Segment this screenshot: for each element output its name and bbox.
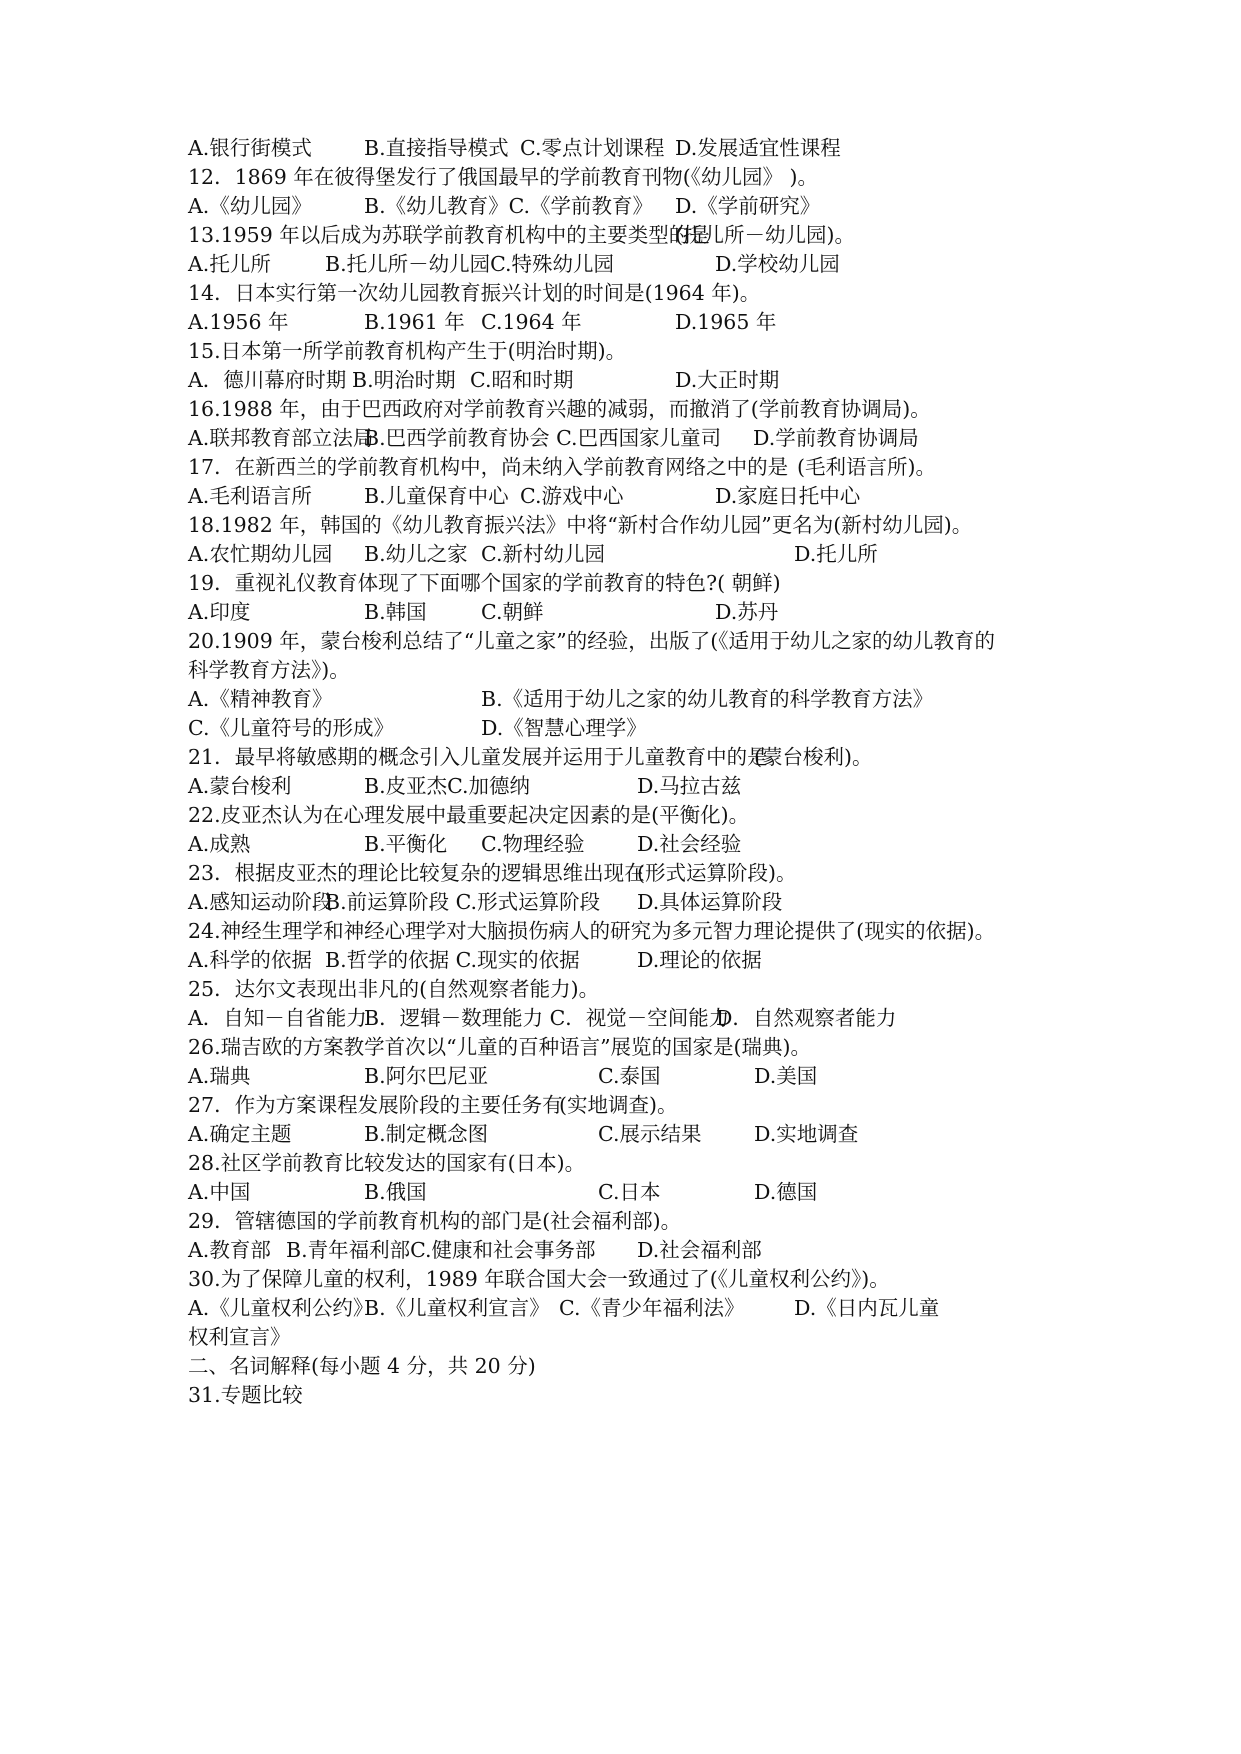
option-a: A.《儿童权利公约》 — [188, 1296, 374, 1320]
option-b-c: B.托儿所－幼儿园C.特殊幼儿园 — [325, 252, 615, 276]
option-d: D.《智慧心理学》 — [481, 716, 647, 740]
question-text: 16.1988 年，由于巴西政府对学前教育兴趣的减弱，而撤消了(学前教育协调局)。 — [188, 397, 931, 421]
option-b-c: B.哲学的依据 C.现实的依据 — [325, 948, 580, 972]
option-b: B.儿童保育中心 — [364, 484, 509, 508]
option-d: D.德国 — [754, 1180, 818, 1204]
option-a: A.确定主题 — [188, 1122, 292, 1146]
option-d: D.1965 年 — [675, 310, 777, 334]
option-a: A.《幼儿园》 — [188, 194, 312, 218]
question-text: 18.1982 年，韩国的《幼儿教育振兴法》中将“新村合作幼儿园”更名为(新村幼儿园)。 — [188, 513, 973, 537]
option-b-c: B.青年福利部C.健康和社会事务部 — [286, 1238, 596, 1262]
option-b: B.直接指导模式 — [364, 136, 509, 160]
option-a: A.毛利语言所 — [188, 484, 312, 508]
option-d: D.理论的依据 — [637, 948, 762, 972]
option-a: A．自知－自省能力 — [188, 1006, 367, 1030]
option-c: C.日本 — [598, 1180, 661, 1204]
question-answer: (实地调查)。 — [559, 1093, 678, 1117]
option-d: D.《日内瓦儿童 — [794, 1296, 940, 1320]
option-d: D.马拉古兹 — [637, 774, 742, 798]
option-b: B.俄国 — [364, 1180, 427, 1204]
option-c: C.新村幼儿园 — [481, 542, 605, 566]
option-b: B.韩国 — [364, 600, 427, 624]
question-text: 31.专题比较 — [188, 1383, 303, 1407]
option-a: A.《精神教育》 — [188, 687, 333, 711]
option-d: D.具体运算阶段 — [637, 890, 783, 914]
option-a: A.瑞典 — [188, 1064, 251, 1088]
option-d: D.发展适宜性课程 — [675, 136, 841, 160]
question-text: 19．重视礼仪教育体现了下面哪个国家的学前教育的特色?( 朝鲜) — [188, 571, 781, 595]
question-answer: (形式运算阶段)。 — [637, 861, 797, 885]
question-text: 30.为了保障儿童的权利，1989 年联合国大会一致通过了(《儿童权利公约》)。 — [188, 1267, 890, 1291]
option-b: B.《儿童权利宣言》 — [364, 1296, 550, 1320]
question-text: 27．作为方案课程发展阶段的主要任务有 — [188, 1093, 563, 1117]
option-d: D．自然观察者能力 — [716, 1006, 897, 1030]
option-a: A．德川幕府时期 — [188, 368, 347, 392]
question-text: 24.神经生理学和神经心理学对大脑损伤病人的研究为多元智力理论提供了(现实的依据)。 — [188, 919, 996, 943]
question-text: 12．1869 年在彼得堡发行了俄国最早的学前教育刊物(《幼儿园》 )。 — [188, 165, 819, 189]
question-answer: (蒙台梭利)。 — [754, 745, 873, 769]
option-b: B.1961 年 — [364, 310, 465, 334]
option-a: A.托儿所 — [188, 252, 271, 276]
option-b: B.明治时期 — [352, 368, 456, 392]
option-d: D.《学前研究》 — [675, 194, 821, 218]
option-b: B.《适用于幼儿之家的幼儿教育的科学教育方法》 — [481, 687, 934, 711]
option-a: A.中国 — [188, 1180, 251, 1204]
option-c: C.物理经验 — [481, 832, 585, 856]
option-d: D.大正时期 — [675, 368, 780, 392]
question-text: 25．达尔文表现出非凡的(自然观察者能力)。 — [188, 977, 600, 1001]
option-d-continued: 权利宣言》 — [188, 1325, 291, 1349]
option-c: C.《青少年福利法》 — [559, 1296, 745, 1320]
question-text: 26.瑞吉欧的方案教学首次以“儿童的百种语言”展览的国家是(瑞典)。 — [188, 1035, 812, 1059]
question-text: 20.1909 年，蒙台梭利总结了“儿童之家”的经验，出版了(《适用于幼儿之家的幼儿教育的 — [188, 629, 995, 653]
option-a: A.农忙期幼儿园 — [188, 542, 333, 566]
question-answer: (托儿所－幼儿园)。 — [675, 223, 855, 247]
option-a: A.1956 年 — [188, 310, 289, 334]
option-c: C.1964 年 — [481, 310, 582, 334]
option-d: D.托儿所 — [794, 542, 878, 566]
option-a: A.印度 — [188, 600, 251, 624]
question-text: 23．根据皮亚杰的理论比较复杂的逻辑思维出现在 — [188, 861, 645, 885]
option-c: C.朝鲜 — [481, 600, 544, 624]
question-answer: (毛利语言所)。 — [797, 455, 936, 479]
option-c: C.零点计划课程 — [520, 136, 665, 160]
question-text: 22.皮亚杰认为在心理发展中最重要起决定因素的是(平衡化)。 — [188, 803, 750, 827]
option-d: D.家庭日托中心 — [715, 484, 861, 508]
option-a: A.科学的依据 — [188, 948, 312, 972]
question-text: 15.日本第一所学前教育机构产生于(明治时期)。 — [188, 339, 627, 363]
option-a: A.教育部 — [188, 1238, 271, 1262]
option-b-c: B．逻辑－数理能力 C．视觉－空间能力 — [364, 1006, 730, 1030]
question-text: 28.社区学前教育比较发达的国家有(日本)。 — [188, 1151, 586, 1175]
option-b: B.制定概念图 — [364, 1122, 489, 1146]
option-a: A.感知运动阶段 — [188, 890, 333, 914]
option-c: C.展示结果 — [598, 1122, 702, 1146]
question-text: 29．管辖德国的学前教育机构的部门是(社会福利部)。 — [188, 1209, 682, 1233]
option-a: A.蒙台梭利 — [188, 774, 292, 798]
option-a: A.成熟 — [188, 832, 251, 856]
option-d: D.实地调查 — [754, 1122, 859, 1146]
option-d: D.美国 — [754, 1064, 818, 1088]
option-c: C.泰国 — [598, 1064, 661, 1088]
question-text: 21．最早将敏感期的概念引入儿童发展并运用于儿童教育中的是 — [188, 745, 768, 769]
option-d: D.学前教育协调局 — [753, 426, 919, 450]
question-text: 13.1959 年以后成为苏联学前教育机构中的主要类型的是 — [188, 223, 710, 247]
option-c: C.《儿童符号的形成》 — [188, 716, 394, 740]
option-a: A.银行街模式 — [188, 136, 312, 160]
option-b: B.平衡化 — [364, 832, 448, 856]
option-c: C.昭和时期 — [470, 368, 574, 392]
option-a: A.联邦教育部立法局 — [188, 426, 374, 450]
section-title: 二、名词解释(每小题 4 分，共 20 分) — [188, 1354, 536, 1378]
option-d: D.社会经验 — [637, 832, 742, 856]
option-d: D.社会福利部 — [637, 1238, 762, 1262]
option-b: B.阿尔巴尼亚 — [364, 1064, 489, 1088]
option-b-c: B.前运算阶段 C.形式运算阶段 — [325, 890, 601, 914]
option-b-c: B.《幼儿教育》C.《学前教育》 — [364, 194, 654, 218]
question-text: 科学教育方法》)。 — [188, 658, 350, 682]
option-b-c: B.皮亚杰C.加德纳 — [364, 774, 531, 798]
option-b-c: B.巴西学前教育协会 C.巴西国家儿童司 — [364, 426, 722, 450]
question-text: 14．日本实行第一次幼儿园教育振兴计划的时间是(1964 年)。 — [188, 281, 761, 305]
option-c: C.游戏中心 — [520, 484, 624, 508]
question-text: 17．在新西兰的学前教育机构中，尚未纳入学前教育网络之中的是 — [188, 455, 789, 479]
option-b: B.幼儿之家 — [364, 542, 468, 566]
option-d: D.学校幼儿园 — [715, 252, 840, 276]
option-d: D.苏丹 — [715, 600, 779, 624]
